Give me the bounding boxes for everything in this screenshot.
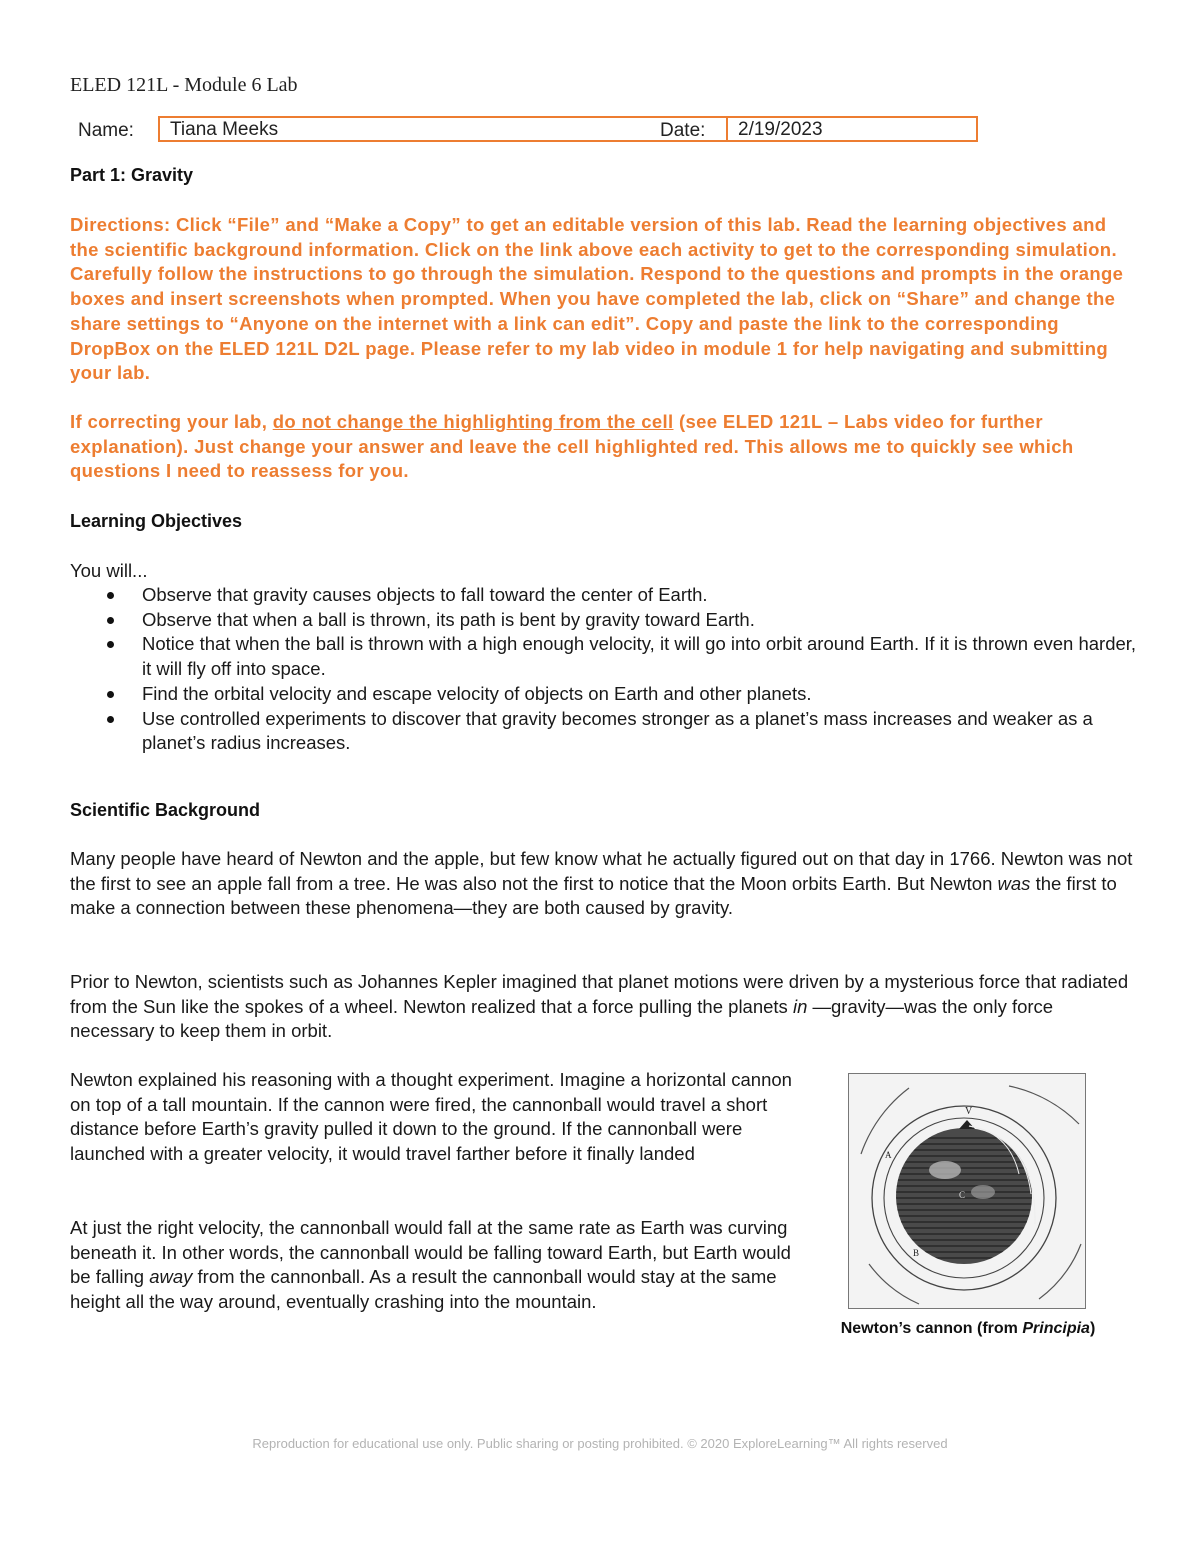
objective-text: Use controlled experiments to discover that gravity becomes stronger as a planet’s mass increases and weaker as a planet’s radius increases.	[142, 707, 1093, 754]
bullet-icon	[107, 716, 114, 723]
paragraph-text: —gravity—was the only force necessary to keep them in orbit.	[70, 995, 1054, 1042]
background-paragraph-4	[70, 1216, 800, 1315]
list-item	[70, 632, 1150, 681]
objectives-heading: Learning Objectives	[70, 511, 243, 531]
list-item	[70, 583, 1150, 608]
correction-note	[70, 410, 1140, 484]
figure-caption	[826, 1320, 1110, 1338]
list-item	[70, 707, 1150, 756]
earth-landmass	[971, 1185, 995, 1199]
paragraph-text: the first to make a connection between these phenomena—they are both caused by gravity.	[70, 872, 1117, 919]
paragraph-text: Prior to Newton, scientists such as Johannes Kepler imagined that planet motions were driven by a mysterious force that radiated from the Sun like the spokes of a wheel. Newton realized that a force pulling the planets	[70, 971, 1129, 1017]
figure-label-v: V	[965, 1106, 973, 1117]
objective-text: Observe that when a ball is thrown, its path is bent by gravity toward Earth.	[142, 608, 755, 630]
name-label: Name:	[78, 120, 134, 141]
copyright-footer: Reproduction for educational use only. Public sharing or posting prohibited. © 2020 ExploreLearning™ All rights reserved	[252, 1436, 948, 1451]
caption-text: Newton’s cannon (from	[840, 1320, 1023, 1337]
figure-label-a: A	[885, 1150, 892, 1160]
objective-text: Notice that when the ball is thrown with a high enough velocity, it will go into orbit around Earth. If it is thrown even harder, it will fly off into space.	[142, 633, 1137, 680]
paragraph-text: Many people have heard of Newton and the apple, but few know what he actually figured out on that day in 1766. Newton was not the first to see an apple fall from a tree. He was also not the first to notice that the Moon orbits Earth. But Newton	[70, 848, 1133, 894]
directions-text: Directions: Click “File” and “Make a Copy” to get an editable version of this lab. Read the learning objectives and the scientific background information. Click on the link above each activity to get to the corresponding simulation. Carefully follow the instructions to go through the simulation. Respond to the questions and prompts in the orange boxes and insert screenshots when prompted. When you have completed the lab, click on “Share” and change the share settings to “Anyone on the internet with a link can edit”. Copy and paste the link to the corresponding DropBox on the ELED 121L D2L page. Please refer to my lab video in module 1 for help navigating and submitting your lab.	[70, 214, 1124, 384]
paragraph-emphasis: was	[997, 872, 1031, 894]
figure-label-b: B	[913, 1248, 920, 1258]
bullet-icon	[107, 592, 114, 599]
part-title: Part 1: Gravity	[70, 165, 194, 185]
background-heading: Scientific Background	[70, 800, 261, 820]
newtons-cannon-figure	[848, 1073, 1086, 1309]
list-item	[70, 608, 1150, 633]
background-paragraph-2	[70, 970, 1140, 1044]
figure-label-c: C	[959, 1190, 966, 1200]
paragraph-emphasis: in	[792, 995, 808, 1017]
objectives-list	[70, 583, 1150, 756]
name-field[interactable]: Tiana Meeks	[158, 116, 728, 142]
caption-text: )	[1089, 1320, 1096, 1337]
date-field[interactable]: 2/19/2023	[726, 116, 978, 142]
document-title: ELED 121L - Module 6 Lab	[70, 74, 298, 96]
correction-note-underlined: do not change the highlighting from the cell	[272, 411, 674, 432]
list-item	[70, 682, 1150, 707]
objectives-intro: You will...	[70, 560, 148, 581]
correction-note-start: If correcting your lab,	[70, 411, 273, 432]
paragraph-emphasis: away	[149, 1266, 193, 1288]
newtons-cannon-illustration	[849, 1074, 1085, 1308]
paragraph-text: At just the right velocity, the cannonball would fall at the same rate as Earth was curving beneath it. In other words, the cannonball would be falling toward Earth, but Earth would be falling	[70, 1217, 791, 1288]
background-paragraph-1	[70, 847, 1140, 921]
bullet-icon	[107, 641, 114, 648]
student-info-row	[78, 116, 988, 146]
background-paragraph-3: Newton explained his reasoning with a thought experiment. Imagine a horizontal cannon on top of a tall mountain. If the cannon were fired, the cannonball would travel a short distance before Earth’s gravity pulled it down to the ground. If the cannonball were launched with a greater velocity, it would travel farther before it finally landed	[70, 1069, 792, 1165]
paragraph-text: from the cannonball. As a result the cannonball would stay at the same height all the way around, eventually crashing into the mountain.	[70, 1266, 777, 1313]
earth-landmass	[929, 1161, 961, 1179]
bullet-icon	[107, 691, 114, 698]
objective-text: Observe that gravity causes objects to fall toward the center of Earth.	[142, 584, 708, 605]
caption-emphasis: Principia	[1022, 1320, 1090, 1337]
correction-note-end: (see ELED 121L – Labs video for further explanation). Just change your answer and leave the cell highlighted red. This allows me to quickly see which questions I need to reassess for you.	[70, 411, 1074, 482]
date-label: Date:	[660, 120, 706, 141]
objective-text: Find the orbital velocity and escape velocity of objects on Earth and other planets.	[142, 682, 812, 704]
bullet-icon	[107, 617, 114, 624]
